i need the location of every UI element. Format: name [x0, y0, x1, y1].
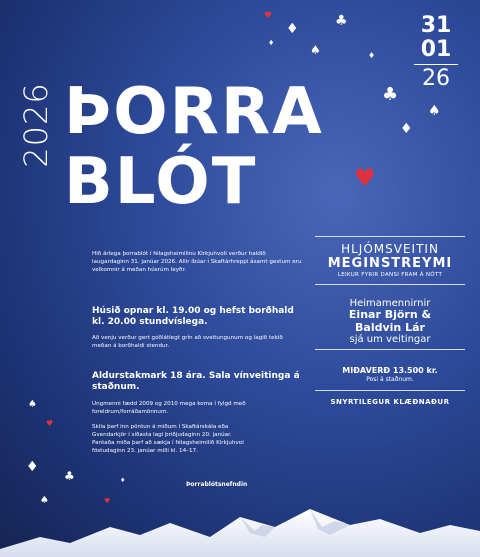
spade-icon: ♠	[428, 103, 441, 119]
diamond-icon: ♦	[268, 39, 275, 47]
payment-note: Posi á staðnum.	[366, 376, 414, 383]
catering-intro: Heimamennirnir	[349, 298, 431, 309]
booking-line: Pantaða miða þarf að sækja í félagsheimilið Kirkjuhvol	[92, 440, 244, 447]
title-line-1: ÞORRA	[64, 75, 324, 149]
date-day: 31	[420, 13, 452, 38]
age-limit: Aldurstakmark 18 ára. Sala vínveitinga á staðnum.	[92, 371, 300, 393]
heart-icon: ♥	[264, 11, 273, 21]
spade-icon: ♠	[28, 399, 37, 410]
event-date	[414, 14, 458, 91]
band-intro: HLJÓMSVEITIN	[341, 242, 439, 256]
signature: Þorrablótsnefndin	[186, 481, 248, 488]
club-icon: ♣	[382, 84, 399, 105]
spade-icon: ♠	[40, 495, 49, 506]
heart-icon: ♥	[354, 164, 376, 192]
catering-names-1: Einar Björn &	[348, 308, 432, 321]
booking-line: Skila þarf inn pöntun á miðum í Skaftárskála eða	[92, 424, 229, 430]
heart-icon: ♥	[46, 419, 54, 428]
heart-icon: ♥	[104, 497, 111, 505]
date-divider	[414, 64, 458, 65]
diamond-icon: ♦	[26, 459, 39, 475]
opening-time: Húsið opnar kl. 19.00 og hefst borðhald kl. 20.00 stundvíslega.	[92, 306, 294, 328]
club-icon: ♣	[64, 469, 75, 483]
booking-line: föstudaginn 23. janúar milli kl. 14–17.	[92, 448, 198, 455]
youth-text: Ungmenni fædd 2009 og 2010 mega koma í fylgd með foreldrum/forráðamönnum.	[92, 401, 246, 416]
diamond-icon: ♦	[368, 51, 376, 60]
booking-text	[92, 423, 302, 455]
diamond-icon: ♦	[286, 21, 299, 37]
dress-code: SNYRTILEGUR KLÆÐNAÐUR	[330, 398, 450, 406]
custom-text: Að venju verður gert góðlátlegt grín að sveitungunum og lagið tekið meðan á borðhaldi stendur.	[92, 335, 283, 350]
band-section	[315, 236, 465, 285]
divider	[315, 236, 465, 237]
title-year: 2026	[17, 82, 55, 168]
catering-section	[315, 298, 465, 350]
catering-outro: sjá um veitingar	[349, 334, 431, 346]
price-section	[315, 366, 465, 391]
band-subtitle: LEIKUR FYRIR DANSI FRAM Á NÓTT	[337, 272, 443, 278]
divider	[315, 349, 465, 350]
divider	[315, 284, 465, 285]
intro-text: Hið árlega þorrablót í félagsheimilinu Kirkjuhvoli verður haldið laugardaginn 31. janúar 2026. Allir íbúar í Skaftárhreppi ásamt gestum eru velkomnir á meðan húsrúm leyfir.	[92, 251, 302, 274]
title-line-2: BLÓT	[64, 145, 258, 219]
ticket-price: MIÐAVERÐ 13.500 kr.	[342, 366, 438, 375]
diamond-icon: ♦	[120, 477, 126, 484]
diamond-icon: ♦	[400, 121, 413, 137]
club-icon: ♣	[335, 13, 348, 29]
catering-names-2: Baldvin Lár	[355, 320, 425, 334]
spade-icon: ♠	[310, 43, 321, 57]
mountain-silhouette	[0, 497, 480, 557]
date-month: 01	[420, 37, 452, 62]
booking-line: Gvendarkjör í síðasta lagi þriðjudaginn 20. janúar.	[92, 432, 232, 439]
band-name: MEGINSTREYMI	[327, 256, 453, 271]
divider	[315, 390, 465, 391]
date-year: 26	[422, 66, 450, 91]
